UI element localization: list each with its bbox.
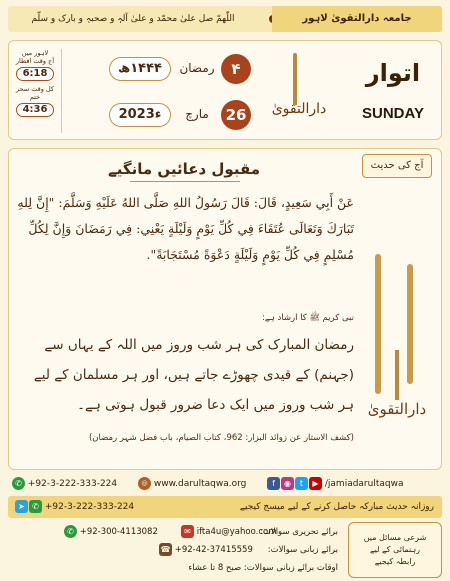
twitter-icon: t (295, 477, 308, 490)
prayer-times (13, 49, 57, 133)
website-url: www.darultaqwa.org (153, 479, 247, 489)
instagram-icon: ◉ (281, 477, 294, 490)
oral-row (8, 542, 344, 558)
website-link[interactable] (138, 477, 246, 490)
promo-phone: +92-3-222-333-224 (44, 502, 135, 512)
timing-text: اوقات برائے زبانی سوالات: صبح 8 تا عشاء (188, 563, 338, 573)
oral-phone: +92-42-37415559 (174, 545, 253, 555)
telegram-icon: ➤ (15, 500, 28, 513)
whatsapp-contact[interactable] (64, 524, 158, 540)
header-strip (8, 6, 442, 32)
contact-footer (8, 522, 442, 578)
email-address: ifta4u@yahoo.com (196, 527, 277, 537)
prayer-city-label: لاہور میں (21, 49, 49, 57)
sehri-time: 4:36 (16, 103, 54, 117)
fatwa-box (348, 522, 442, 578)
durood-text: اللّٰھمّ صل علیٰ محمّد و علیٰ آلہٖ و صحبہٖ و بارک و سلّم (31, 14, 235, 24)
date-panel (8, 40, 442, 140)
hadith-arabic: عَنْ أَبِي سَعِيدٍ، قَالَ: قَالَ رَسُولُ اللهِ صَلَّى اللهُ عَلَيْهِ وَسَلَّمَ: "إِنَّ لِلهِ تَبَارَكَ وَتَعَالَى عُتَقَاءَ فِي كُلِّ يَوْمٍ وَلَيْلَةٍ يَعْنِي: فِي رَمَضَانَ وَإِنَّ لِكُلِّ مُسْلِمٍ فِي كُلِّ يَوْمٍ وَلَيْلَةٍ دَعْوَةً مُسْتَجَابَةً". (17, 195, 354, 262)
hijri-year: ۱۴۴۴ھ (109, 57, 171, 81)
contact-phone[interactable] (12, 477, 117, 490)
hadith-urdu: رمضان المبارک کی ہر شب وروز میں اللہ کے یہاں سے (جہنم) کے قیدی چھوڑے جاتے ہیں، اور ہر مسلمان کے لیے ہر شب وروز میں ایک دعا ضرور قبول ہوتی ہے۔ (33, 337, 354, 413)
oral-contact[interactable] (158, 542, 253, 558)
hadith-tag: آج کی حدیث (362, 154, 432, 178)
logo-text: دارالتقویٰ (271, 101, 327, 117)
written-row (8, 524, 344, 540)
fatwa-line2: رہنمائی کے لیے (369, 545, 421, 554)
gregorian-day: 26 (221, 100, 251, 130)
fatwa-line1: شرعی مسائل میں (363, 533, 427, 542)
day-urdu: اتوار (365, 59, 421, 87)
gregorian-month: مارچ (185, 107, 209, 121)
promo-contact[interactable] (14, 496, 134, 518)
hadith-note: نبی کریم ﷺ کا ارشاد ہے: (262, 313, 354, 323)
globe-icon: ◎ (138, 477, 151, 490)
phone-number: +92-3-222-333-224 (27, 479, 118, 489)
whatsapp-icon: ✆ (29, 500, 42, 513)
title-underline (130, 181, 240, 182)
promo-text: روزانہ حدیث مبارکہ حاصل کرنے کے لیے میسج کیجیے (239, 502, 434, 512)
institution-name: جامعہ دارالتقویٰ لاہور (272, 6, 442, 32)
day-english: SUNDAY (362, 105, 424, 122)
iftar-label: آج وقت افطار (15, 57, 55, 65)
gregorian-year: 2023ء (109, 103, 171, 127)
phone-icon: ✆ (12, 477, 25, 490)
hijri-day: ۴ (221, 54, 251, 84)
sehri-label: کل وقت سحر (15, 85, 54, 93)
telephone-icon: ☎ (160, 545, 171, 554)
social-handle[interactable] (266, 477, 403, 490)
fatwa-line3: رابطہ کیجیے (374, 557, 416, 566)
promo-bar (8, 496, 442, 518)
whatsapp-number: +92-300-4113082 (79, 527, 158, 537)
side-logo-text: دارالتقویٰ (367, 400, 427, 418)
email-icon: ✉ (181, 525, 194, 538)
written-label: برائے تحریری سوالات: (259, 527, 338, 537)
handle-text: /jamiadarultaqwa (324, 479, 404, 489)
iftar-time: 6:18 (16, 67, 54, 81)
side-minaret-icon (395, 350, 399, 400)
divider (61, 49, 62, 133)
hadith-reference: (کشف الاستار عن زوائد البزار: 962، کتاب الصیام، باب فضل شہر رمضان) (88, 433, 354, 443)
youtube-icon: ▶ (309, 477, 322, 490)
hijri-month: رمضان (179, 61, 215, 75)
oral-label: برائے زبانی سوالات: (267, 545, 338, 555)
center-logo (259, 49, 339, 133)
ornament-left-icon (375, 254, 381, 394)
whatsapp-footer-icon: ✆ (64, 525, 77, 538)
social-row (8, 474, 442, 494)
facebook-icon: f (267, 477, 280, 490)
ornament-right-icon (407, 264, 413, 384)
hadith-title: مقبول دعائیں مانگیے (107, 160, 261, 178)
minaret-icon (293, 53, 297, 105)
sehri-end-label: ختم (29, 93, 41, 101)
